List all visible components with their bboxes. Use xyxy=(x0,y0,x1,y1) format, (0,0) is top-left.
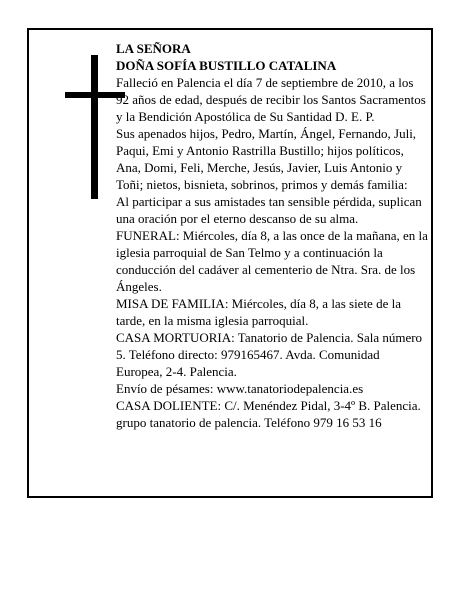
company-footer: grupo tanatorio de palencia. Teléfono 979 16 53 16 xyxy=(116,415,382,430)
funeral-home-info: CASA MORTUORIA: Tanatorio de Palencia. Sala número 5. Teléfono directo: 979165467. Avda. Comunidad Europea, 2-4. Palencia. xyxy=(116,330,423,379)
title-line-1: LA SEÑORA xyxy=(116,41,191,56)
death-announcement: Falleció en Palencia el día 7 de septiembre de 2010, a los 92 años de edad, después de recibir los Santos Sacramentos y la Bendición Apostólica de Su Santidad D. E. P. xyxy=(116,75,426,124)
obituary-text xyxy=(116,40,428,431)
deceased-name: DOÑA SOFÍA BUSTILLO CATALINA xyxy=(116,58,337,73)
obituary-notice xyxy=(27,28,433,498)
funeral-info: FUNERAL: Miércoles, día 8, a las once de la mañana, en la iglesia parroquial de San Telmo y a continuación la conducción del cadáver al cementerio de Ntra. Sra. de los Ángeles. xyxy=(116,228,428,294)
family-mass-info: MISA DE FAMILIA: Miércoles, día 8, a las siete de la tarde, en la misma iglesia parroquial. xyxy=(116,296,401,328)
cross-vertical-bar xyxy=(91,55,98,199)
condolences-info: Envío de pésames: www.tanatoriodepalencia.es xyxy=(116,381,364,396)
family-list: Sus apenados hijos, Pedro, Martín, Ángel, Fernando, Juli, Paqui, Emi y Antonio Rastrilla Bustillo; hijos políticos, Ana, Domi, Feli, Merche, Jesús, Javier, Luis Antonio y Toñi; nietos, bisnieta, sobrinos, primos y demás familia: xyxy=(116,126,417,192)
family-home-info: CASA DOLIENTE: C/. Menéndez Pidal, 3-4º B. Palencia. xyxy=(116,398,421,413)
prayer-request: Al participar a sus amistades tan sensible pérdida, suplican una oración por el eterno descanso de su alma. xyxy=(116,194,422,226)
